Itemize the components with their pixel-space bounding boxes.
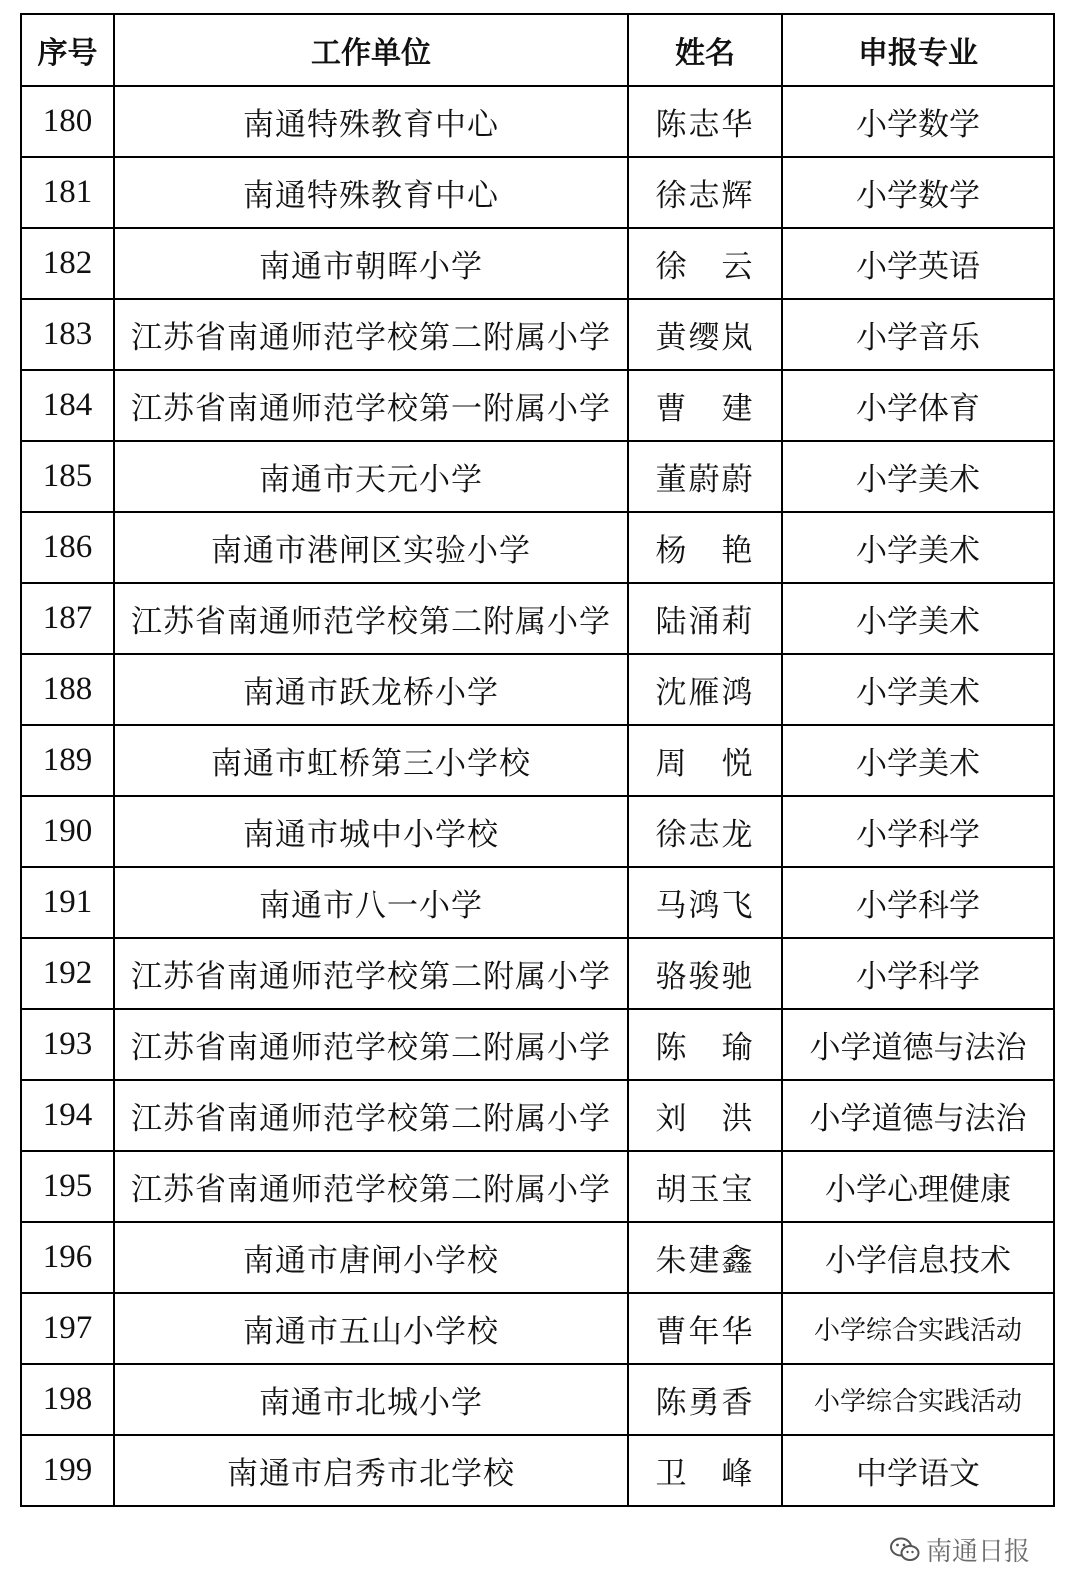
work-unit-cell: 南通市天元小学 (114, 441, 628, 512)
name-cell: 陈志华 (628, 86, 782, 157)
serial-number-cell: 182 (21, 228, 114, 299)
major-cell: 小学科学 (782, 938, 1054, 1009)
name-cell: 沈雁鸿 (628, 654, 782, 725)
name-cell: 徐 云 (628, 228, 782, 299)
name-cell: 陆涌莉 (628, 583, 782, 654)
name-cell: 陈 瑜 (628, 1009, 782, 1080)
work-unit-cell: 江苏省南通师范学校第二附属小学 (114, 299, 628, 370)
serial-number-cell: 194 (21, 1080, 114, 1151)
table-row (21, 1080, 1054, 1151)
work-unit-cell: 南通市港闸区实验小学 (114, 512, 628, 583)
table-body (21, 86, 1054, 1506)
major-cell: 小学数学 (782, 86, 1054, 157)
major-cell: 小学道德与法治 (782, 1009, 1054, 1080)
work-unit-cell: 南通市跃龙桥小学 (114, 654, 628, 725)
name-cell: 朱建鑫 (628, 1222, 782, 1293)
major-cell: 小学综合实践活动 (782, 1364, 1054, 1435)
work-unit-cell: 南通特殊教育中心 (114, 157, 628, 228)
serial-number-cell: 197 (21, 1293, 114, 1364)
name-cell: 董蔚蔚 (628, 441, 782, 512)
table-row (21, 441, 1054, 512)
serial-number-cell: 195 (21, 1151, 114, 1222)
serial-number-cell: 196 (21, 1222, 114, 1293)
major-cell: 小学科学 (782, 867, 1054, 938)
serial-number-cell: 184 (21, 370, 114, 441)
work-unit-cell: 南通市北城小学 (114, 1364, 628, 1435)
table-row (21, 370, 1054, 441)
serial-number-cell: 187 (21, 583, 114, 654)
serial-number-cell: 188 (21, 654, 114, 725)
name-cell: 曹年华 (628, 1293, 782, 1364)
name-cell: 胡玉宝 (628, 1151, 782, 1222)
table-row (21, 796, 1054, 867)
serial-number-cell: 189 (21, 725, 114, 796)
name-cell: 周 悦 (628, 725, 782, 796)
table-row (21, 1009, 1054, 1080)
header-work-unit: 工作单位 (114, 14, 628, 86)
roster-table (20, 13, 1055, 1507)
major-cell: 小学英语 (782, 228, 1054, 299)
name-cell: 徐志辉 (628, 157, 782, 228)
major-cell: 中学语文 (782, 1435, 1054, 1506)
serial-number-cell: 183 (21, 299, 114, 370)
table-row (21, 938, 1054, 1009)
major-cell: 小学心理健康 (782, 1151, 1054, 1222)
header-serial-number: 序号 (21, 14, 114, 86)
table-header (21, 14, 1054, 86)
work-unit-cell: 南通市启秀市北学校 (114, 1435, 628, 1506)
wechat-icon (890, 1537, 920, 1563)
serial-number-cell: 192 (21, 938, 114, 1009)
serial-number-cell: 198 (21, 1364, 114, 1435)
name-cell: 陈勇香 (628, 1364, 782, 1435)
major-cell: 小学美术 (782, 583, 1054, 654)
major-cell: 小学数学 (782, 157, 1054, 228)
table-row (21, 654, 1054, 725)
table-row (21, 1364, 1054, 1435)
table-row (21, 86, 1054, 157)
table-row (21, 157, 1054, 228)
work-unit-cell: 南通市五山小学校 (114, 1293, 628, 1364)
serial-number-cell: 193 (21, 1009, 114, 1080)
table-row (21, 299, 1054, 370)
name-cell: 卫 峰 (628, 1435, 782, 1506)
serial-number-cell: 186 (21, 512, 114, 583)
work-unit-cell: 南通市朝晖小学 (114, 228, 628, 299)
name-cell: 骆骏驰 (628, 938, 782, 1009)
table-row (21, 512, 1054, 583)
serial-number-cell: 180 (21, 86, 114, 157)
work-unit-cell: 江苏省南通师范学校第二附属小学 (114, 1080, 628, 1151)
serial-number-cell: 181 (21, 157, 114, 228)
name-cell: 刘 洪 (628, 1080, 782, 1151)
work-unit-cell: 江苏省南通师范学校第二附属小学 (114, 1009, 628, 1080)
table-row (21, 1222, 1054, 1293)
major-cell: 小学综合实践活动 (782, 1293, 1054, 1364)
major-cell: 小学美术 (782, 654, 1054, 725)
major-cell: 小学科学 (782, 796, 1054, 867)
table-row (21, 228, 1054, 299)
name-cell: 徐志龙 (628, 796, 782, 867)
table-row (21, 583, 1054, 654)
serial-number-cell: 185 (21, 441, 114, 512)
name-cell: 杨 艳 (628, 512, 782, 583)
header-major: 申报专业 (782, 14, 1054, 86)
work-unit-cell: 南通市八一小学 (114, 867, 628, 938)
work-unit-cell: 江苏省南通师范学校第一附属小学 (114, 370, 628, 441)
work-unit-cell: 南通市唐闸小学校 (114, 1222, 628, 1293)
major-cell: 小学体育 (782, 370, 1054, 441)
work-unit-cell: 江苏省南通师范学校第二附属小学 (114, 1151, 628, 1222)
table-row (21, 725, 1054, 796)
work-unit-cell: 江苏省南通师范学校第二附属小学 (114, 583, 628, 654)
name-cell: 马鸿飞 (628, 867, 782, 938)
table-row (21, 1151, 1054, 1222)
header-row (21, 14, 1054, 86)
work-unit-cell: 南通市城中小学校 (114, 796, 628, 867)
work-unit-cell: 南通特殊教育中心 (114, 86, 628, 157)
table-row (21, 1293, 1054, 1364)
serial-number-cell: 190 (21, 796, 114, 867)
major-cell: 小学美术 (782, 725, 1054, 796)
header-name: 姓名 (628, 14, 782, 86)
major-cell: 小学音乐 (782, 299, 1054, 370)
work-unit-cell: 南通市虹桥第三小学校 (114, 725, 628, 796)
major-cell: 小学美术 (782, 441, 1054, 512)
name-cell: 曹 建 (628, 370, 782, 441)
table-row (21, 867, 1054, 938)
watermark (890, 1531, 1030, 1568)
work-unit-cell: 江苏省南通师范学校第二附属小学 (114, 938, 628, 1009)
name-cell: 黄缨岚 (628, 299, 782, 370)
major-cell: 小学信息技术 (782, 1222, 1054, 1293)
watermark-text: 南通日报 (925, 1537, 1030, 1567)
serial-number-cell: 199 (21, 1435, 114, 1506)
serial-number-cell: 191 (21, 867, 114, 938)
major-cell: 小学美术 (782, 512, 1054, 583)
table-row (21, 1435, 1054, 1506)
major-cell: 小学道德与法治 (782, 1080, 1054, 1151)
